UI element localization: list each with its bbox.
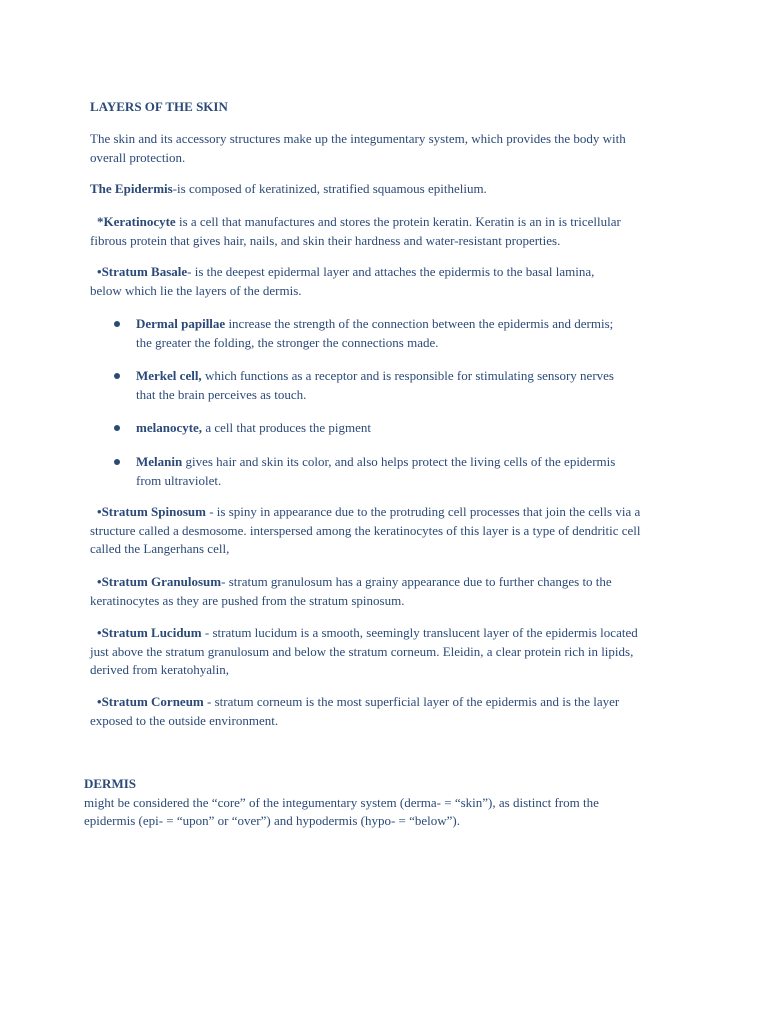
- keratinocyte-term: Keratinocyte: [103, 214, 176, 229]
- dermis-line-1: might be considered the “core” of the integumentary system (derma- = “skin”), as distinct from the: [84, 794, 599, 810]
- basale-prefix: •: [97, 264, 102, 279]
- granulosum-line-2: keratinocytes as they are pushed from the stratum spinosum.: [90, 592, 405, 608]
- lucidum-line-1: - stratum lucidum is a smooth, seemingly translucent layer of the epidermis located: [201, 625, 638, 640]
- list-item: [136, 315, 613, 352]
- spinosum-paragraph: [90, 503, 641, 559]
- bullet-line-2: that the brain perceives as touch.: [136, 386, 307, 402]
- bullet-dot: [114, 425, 120, 431]
- keratinocyte-prefix: *: [97, 214, 104, 229]
- bullet-dot: [114, 321, 120, 327]
- spinosum-line-3: called the Langerhans cell,: [90, 541, 230, 556]
- lucidum-line-3: derived from keratohyalin,: [90, 662, 229, 677]
- corneum-term: Stratum Corneum: [101, 694, 204, 709]
- corneum-line-1: - stratum corneum is the most superficial layer of the epidermis and is the layer: [203, 694, 620, 709]
- corneum-paragraph: [90, 693, 619, 730]
- epidermis-paragraph: [90, 180, 487, 199]
- bullet-line-1: increase the strength of the connection between the epidermis and dermis;: [225, 316, 614, 331]
- keratinocyte-line-1: is a cell that manufactures and stores the protein keratin. Keratin is an in is tricellular: [175, 214, 621, 229]
- bullet-line-1: a cell that produces the pigment: [202, 420, 372, 435]
- basale-line-2: below which lie the layers of the dermis.: [90, 282, 302, 298]
- basale-line-1: - is the deepest epidermal layer and attaches the epidermis to the basal lamina,: [187, 264, 595, 279]
- bullet-dot: [114, 459, 120, 465]
- spinosum-line-1: - is spiny in appearance due to the protruding cell processes that join the cells via a: [205, 504, 641, 519]
- spinosum-prefix: •: [97, 504, 102, 519]
- epidermis-term: The Epidermis: [90, 181, 173, 196]
- bullet-term: Merkel cell,: [136, 368, 202, 383]
- lucidum-line-2: just above the stratum granulosum and below the stratum corneum. Eleidin, a clear protein rich in lipids,: [90, 643, 634, 659]
- dermis-section: [84, 775, 599, 831]
- bullet-line-1: which functions as a receptor and is responsible for stimulating sensory nerves: [201, 368, 614, 383]
- bullet-dot: [114, 373, 120, 379]
- intro-line-1: The skin and its accessory structures make up the integumentary system, which provides the body with: [90, 131, 626, 146]
- granulosum-paragraph: [90, 573, 612, 610]
- granulosum-term: Stratum Granulosum: [101, 574, 222, 589]
- lucidum-term: Stratum Lucidum: [101, 625, 202, 640]
- corneum-line-2: exposed to the outside environment.: [90, 712, 279, 728]
- dermis-heading: DERMIS: [84, 776, 137, 791]
- corneum-prefix: •: [97, 694, 102, 709]
- keratinocyte-paragraph: [90, 213, 621, 250]
- intro-line-2: overall protection.: [90, 149, 186, 165]
- bullet-term: Dermal papillae: [136, 316, 226, 331]
- lucidum-prefix: •: [97, 625, 102, 640]
- granulosum-line-1: - stratum granulosum has a grainy appearance due to further changes to the: [221, 574, 612, 589]
- epidermis-text: -is composed of keratinized, stratified squamous epithelium.: [172, 181, 487, 196]
- intro-paragraph: [90, 130, 626, 167]
- bullet-term: melanocyte,: [136, 420, 203, 435]
- spinosum-line-2: structure called a desmosome. interspersed among the keratinocytes of this layer is a type of dendritic cell: [90, 522, 641, 538]
- bullet-line-1: gives hair and skin its color, and also helps protect the living cells of the epidermis: [182, 454, 616, 469]
- keratinocyte-line-2: fibrous protein that gives hair, nails, and skin their hardness and water-resistant properties.: [90, 232, 561, 248]
- granulosum-prefix: •: [97, 574, 102, 589]
- list-item: [136, 367, 614, 404]
- list-item: [136, 453, 615, 490]
- bullet-term: Melanin: [136, 454, 183, 469]
- basale-paragraph: [90, 263, 594, 300]
- list-item: [136, 419, 371, 438]
- bullet-line-2: from ultraviolet.: [136, 472, 222, 488]
- dermis-line-2: epidermis (epi- = “upon” or “over”) and hypodermis (hypo- = “below”).: [84, 813, 461, 828]
- basale-term: Stratum Basale: [101, 264, 188, 279]
- lucidum-paragraph: [90, 624, 638, 680]
- bullet-line-2: the greater the folding, the stronger the connections made.: [136, 334, 439, 350]
- spinosum-term: Stratum Spinosum: [101, 504, 206, 519]
- page-title: LAYERS OF THE SKIN: [90, 99, 228, 114]
